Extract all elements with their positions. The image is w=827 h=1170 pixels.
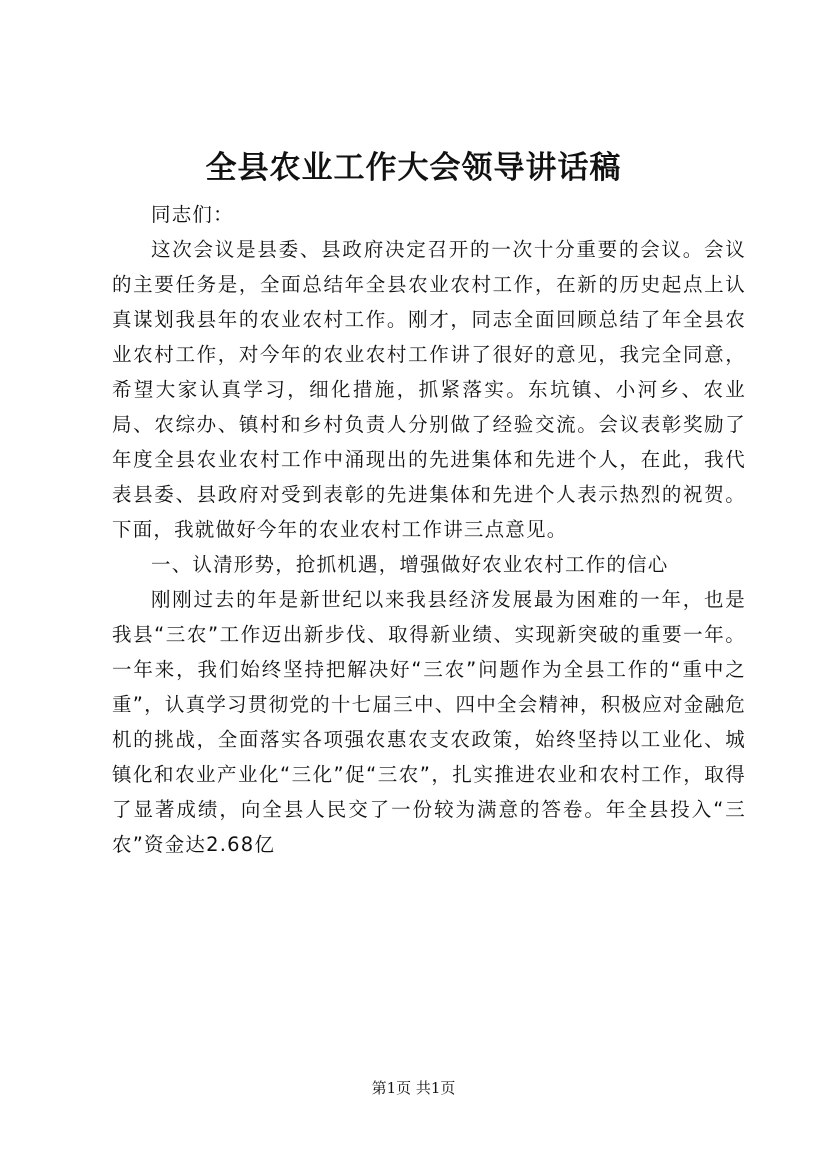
paragraph-section-1: 刚刚过去的年是新世纪以来我县经济发展最为困难的一年，也是我县“三农”工作迈出新步伐、取得新业绩、实现新突破的重要一年。一年来，我们始终坚持把解决好“三农”问题作为全县工作的“重中之重”，认真学习贯彻党的十七届三中、四中全会精神，积极应对金融危机的挑战，全面落实各项强农惠农支农政策，始终坚持以工业化、城镇化和农业产业化“三化”促“三农”，扎实推进农业和农村工作，取得了显著成绩，向全县人民交了一份较为满意的答卷。年全县投入“三农”资金达2.68亿 (112, 588, 746, 856)
document-title: 全县农业工作大会领导讲话稿 (205, 150, 622, 186)
greeting: 同志们： (151, 203, 234, 226)
section-heading-1: 一、认清形势，抢抓机遇，增强做好农业农村工作的信心 (151, 553, 669, 576)
paragraph-intro: 这次会议是县委、县政府决定召开的一次十分重要的会议。会议的主要任务是，全面总结年全县农业农村工作，在新的历史起点上认真谋划我县年的农业农村工作。刚才，同志全面回顾总结了年全县农业农村工作，对今年的农业农村工作讲了很好的意见，我完全同意，希望大家认真学习，细化措施，抓紧落实。东坑镇、小河乡、农业局、农综办、镇村和乡村负责人分别做了经验交流。会议表彰奖励了年度全县农业农村工作中涌现出的先进集体和先进个人，在此，我代表县委、县政府对受到表彰的先进集体和先进个人表示热烈的祝贺。下面，我就做好今年的农业农村工作讲三点意见。 (112, 238, 746, 541)
page-footer: 第1页 共1页 (371, 1079, 456, 1097)
document-body (112, 197, 746, 862)
